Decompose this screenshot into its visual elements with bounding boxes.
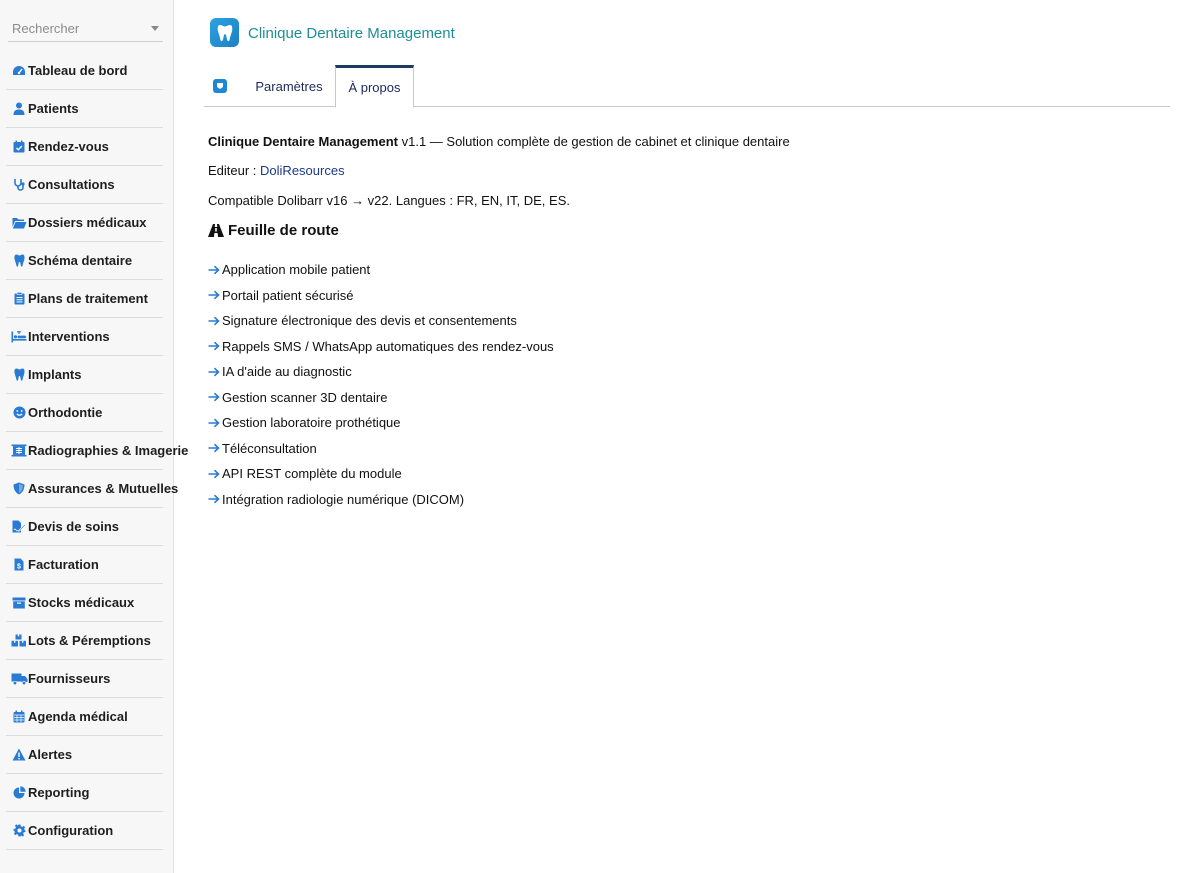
roadmap-item-label: IA d'aide au diagnostic <box>222 364 352 380</box>
gear-icon <box>11 823 27 839</box>
module-badge-icon <box>213 79 227 93</box>
sidebar-item-13[interactable] <box>6 546 163 584</box>
roadmap-item-label: Téléconsultation <box>222 440 317 456</box>
search-placeholder: Rechercher <box>12 21 80 36</box>
sidebar-item-5[interactable] <box>6 242 163 280</box>
sidebar-item-label: Alertes <box>28 747 73 762</box>
arrow-right-icon <box>208 418 220 428</box>
about-content <box>208 133 1168 512</box>
sidebar-item-label: Lots & Péremptions <box>28 633 151 648</box>
procedures-icon <box>11 329 27 345</box>
sidebar-item-label: Rendez-vous <box>28 139 109 154</box>
shield-icon <box>11 481 27 497</box>
file-signature-icon <box>11 519 27 535</box>
arrow-right-icon <box>208 469 220 479</box>
search-select[interactable] <box>8 16 163 42</box>
roadmap-item <box>208 257 1168 283</box>
sidebar-item-14[interactable] <box>6 584 163 622</box>
roadmap-item-label: Portail patient sécurisé <box>222 287 354 303</box>
sidebar-item-label: Assurances & Mutuelles <box>28 481 179 496</box>
roadmap-item <box>208 283 1168 309</box>
roadmap-item-label: Gestion laboratoire prothétique <box>222 415 401 431</box>
sidebar <box>0 0 189 873</box>
sidebar-menu <box>6 52 189 850</box>
roadmap-item <box>208 359 1168 385</box>
roadmap-title: Feuille de route <box>228 222 339 239</box>
x-ray-icon <box>11 443 27 459</box>
sidebar-item-label: Consultations <box>28 177 115 192</box>
sidebar-item-0[interactable] <box>6 52 163 90</box>
tooth-icon <box>11 367 27 383</box>
sidebar-item-16[interactable] <box>6 660 163 698</box>
sidebar-item-label: Stocks médicaux <box>28 595 135 610</box>
file-invoice-dollar-icon <box>11 557 27 573</box>
roadmap-item <box>208 410 1168 436</box>
sidebar-item-label: Schéma dentaire <box>28 253 133 268</box>
product-description: v1.1 — Solution complète de gestion de cabinet et clinique dentaire <box>397 134 790 149</box>
sidebar-item-4[interactable] <box>6 204 163 242</box>
sidebar-item-label: Patients <box>28 101 79 116</box>
calendar-icon <box>11 709 27 725</box>
smile-icon <box>11 405 27 421</box>
sidebar-item-8[interactable] <box>6 356 163 394</box>
user-icon <box>11 101 27 117</box>
app-logo-icon <box>210 18 239 47</box>
pie-chart-icon <box>11 785 27 801</box>
sidebar-item-20[interactable] <box>6 812 163 850</box>
editor-link[interactable]: DoliResources <box>260 163 345 178</box>
sidebar-item-17[interactable] <box>6 698 163 736</box>
sidebar-item-12[interactable] <box>6 508 163 546</box>
tab-module-icon[interactable] <box>204 65 236 107</box>
arrow-right-icon <box>208 367 220 377</box>
roadmap-item-label: Signature électronique des devis et consentements <box>222 313 517 329</box>
sidebar-item-label: Orthodontie <box>28 405 103 420</box>
sidebar-item-label: Devis de soins <box>28 519 120 534</box>
sidebar-item-19[interactable] <box>6 774 163 812</box>
sidebar-item-label: Tableau de bord <box>28 63 128 78</box>
tab-parametres[interactable]: Paramètres <box>255 78 323 94</box>
sidebar-item-15[interactable] <box>6 622 163 660</box>
product-name: Clinique Dentaire Management <box>208 134 398 149</box>
arrow-right-icon <box>208 443 220 453</box>
tab-a-propos[interactable]: À propos <box>335 65 414 108</box>
arrow-right-icon <box>208 341 220 351</box>
arrow-right-icon <box>208 494 220 504</box>
roadmap-item-label: Gestion scanner 3D dentaire <box>222 389 388 405</box>
product-line <box>208 133 1168 153</box>
calendar-check-icon <box>11 139 27 155</box>
sidebar-item-label: Fournisseurs <box>28 671 111 686</box>
warning-icon <box>11 747 27 763</box>
roadmap-item-label: Intégration radiologie numérique (DICOM) <box>222 491 465 507</box>
sidebar-item-2[interactable] <box>6 128 163 166</box>
sidebar-item-label: Agenda médical <box>28 709 128 724</box>
sidebar-item-label: Implants <box>28 367 82 382</box>
svg-text:$: $ <box>17 563 21 571</box>
sidebar-item-9[interactable] <box>6 394 163 432</box>
roadmap-item-label: API REST complète du module <box>222 466 402 482</box>
sidebar-item-1[interactable] <box>6 90 163 128</box>
tab-bar <box>204 65 1170 107</box>
arrow-right-icon <box>208 265 220 275</box>
roadmap-item <box>208 436 1168 462</box>
stethoscope-icon <box>11 177 27 193</box>
sidebar-item-label: Radiographies & Imagerie <box>28 443 189 458</box>
arrow-right-icon <box>208 290 220 300</box>
sidebar-item-label: Plans de traitement <box>28 291 148 306</box>
dashboard-icon <box>11 63 27 79</box>
roadmap-item <box>208 487 1168 513</box>
roadmap-item <box>208 308 1168 334</box>
page-title: Clinique Dentaire Management <box>248 25 455 42</box>
sidebar-item-label: Facturation <box>28 557 99 572</box>
editor-label: Editeur : <box>208 163 261 178</box>
roadmap-item <box>208 334 1168 360</box>
sidebar-item-10[interactable] <box>6 432 189 470</box>
roadmap-item-label: Application mobile patient <box>222 262 371 278</box>
box-icon <box>11 595 27 611</box>
sidebar-item-label: Interventions <box>28 329 110 344</box>
clipboard-list-icon <box>11 291 27 307</box>
tooth-icon <box>11 253 27 269</box>
roadmap-item-label: Rappels SMS / WhatsApp automatiques des rendez-vous <box>222 338 554 354</box>
roadmap-item <box>208 385 1168 411</box>
sidebar-item-label: Configuration <box>28 823 114 838</box>
roadmap-heading <box>208 222 1168 239</box>
folder-open-icon <box>11 215 27 231</box>
arrow-right-icon <box>208 316 220 326</box>
sidebar-item-3[interactable] <box>6 166 163 204</box>
road-icon <box>208 224 224 237</box>
boxes-icon <box>11 633 27 649</box>
roadmap-item <box>208 461 1168 487</box>
arrow-right-icon <box>208 392 220 402</box>
sidebar-item-label: Reporting <box>28 785 90 800</box>
editor-line <box>208 162 1168 182</box>
chevron-down-icon[interactable] <box>151 26 159 31</box>
sidebar-item-11[interactable] <box>6 470 179 508</box>
sidebar-item-18[interactable] <box>6 736 163 774</box>
truck-icon <box>11 671 27 687</box>
sidebar-item-7[interactable] <box>6 318 163 356</box>
sidebar-item-label: Dossiers médicaux <box>28 215 147 230</box>
compatibility-line: Compatible Dolibarr v16 → v22. Langues : FR, EN, IT, DE, ES. <box>208 193 570 208</box>
roadmap-list <box>208 257 1168 512</box>
sidebar-item-6[interactable] <box>6 280 163 318</box>
